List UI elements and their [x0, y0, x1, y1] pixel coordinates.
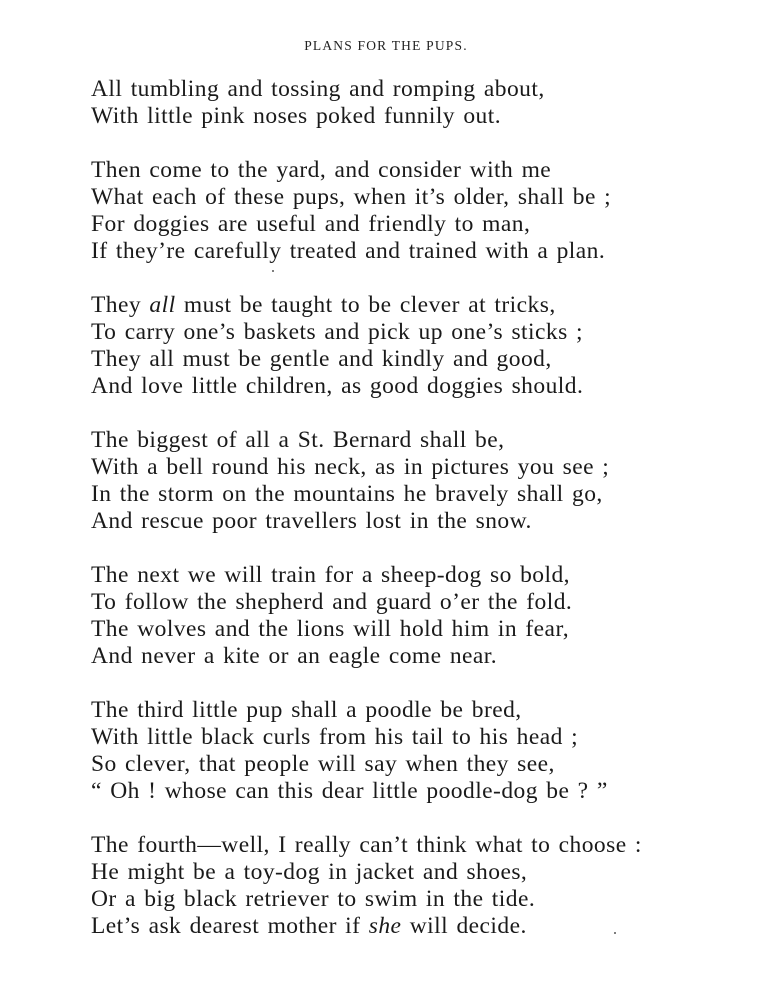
line-text: He might be a toy-dog in jacket and shoes, [91, 859, 528, 885]
line-text: With little black curls from his tail to his head ; [91, 724, 579, 750]
italic-word: all [149, 292, 176, 318]
italic-word: she [368, 913, 402, 939]
poem-line [91, 859, 751, 886]
stanza [91, 832, 751, 940]
stanza [91, 427, 751, 535]
line-text: They all must be gentle and kindly and good, [91, 346, 552, 372]
running-head: PLANS FOR THE PUPS. [304, 38, 468, 53]
line-text: The fourth—well, I really can’t think what to choose : [91, 832, 642, 858]
line-text: And rescue poor travellers lost in the snow. [91, 508, 532, 534]
line-text: With little pink noses poked funnily out. [91, 103, 502, 129]
poem-line [91, 697, 751, 724]
line-text: “ Oh ! whose can this dear little poodle-dog be ? ” [91, 778, 608, 804]
line-text: For doggies are useful and friendly to man, [91, 211, 531, 237]
poem-line [91, 76, 751, 103]
line-text: With a bell round his neck, as in pictures you see ; [91, 454, 610, 480]
line-text: Let’s ask dearest mother if [91, 913, 369, 939]
line-text: will decide. [401, 913, 527, 939]
line-text: The biggest of all a St. Bernard shall be, [91, 427, 505, 453]
line-text: must be taught to be clever at tricks, [175, 292, 556, 318]
poem-line [91, 481, 751, 508]
line-text: To carry one’s baskets and pick up one’s sticks ; [91, 319, 583, 345]
poem-line [91, 157, 751, 184]
poem-line [91, 346, 751, 373]
poem-line [91, 238, 751, 265]
line-text: What each of these pups, when it’s older, shall be ; [91, 184, 612, 210]
stanza [91, 562, 751, 670]
line-text: All tumbling and tossing and romping about, [91, 76, 545, 102]
line-text: The third little pup shall a poodle be bred, [91, 697, 522, 723]
poem-line [91, 454, 751, 481]
line-text: And never a kite or an eagle come near. [91, 643, 498, 669]
line-text: To follow the shepherd and guard o’er the fold. [91, 589, 573, 615]
line-text: In the storm on the mountains he bravely shall go, [91, 481, 603, 507]
poem-line [91, 184, 751, 211]
poem-line [91, 211, 751, 238]
poem-line [91, 319, 751, 346]
poem-line [91, 373, 751, 400]
print-speck [272, 270, 274, 272]
print-speck [614, 932, 616, 934]
line-text: Then come to the yard, and consider with me [91, 157, 552, 183]
poem-body [91, 76, 751, 967]
poem-line [91, 913, 751, 940]
poem-line [91, 589, 751, 616]
stanza [91, 697, 751, 805]
line-text: The wolves and the lions will hold him in fear, [91, 616, 570, 642]
poem-line [91, 427, 751, 454]
poem-line [91, 886, 751, 913]
line-text: If they’re carefully treated and trained with a plan. [91, 238, 606, 264]
poem-line [91, 724, 751, 751]
stanza [91, 76, 751, 130]
poem-line [91, 778, 751, 805]
line-text: They [91, 292, 150, 318]
poem-line [91, 103, 751, 130]
stanza [91, 292, 751, 400]
line-text: The next we will train for a sheep-dog so bold, [91, 562, 571, 588]
poem-line [91, 832, 751, 859]
poem-line [91, 562, 751, 589]
line-text: Or a big black retriever to swim in the tide. [91, 886, 536, 912]
line-text: And love little children, as good doggies should. [91, 373, 584, 399]
stanza [91, 157, 751, 265]
poem-line [91, 751, 751, 778]
poem-line [91, 616, 751, 643]
poem-line [91, 643, 751, 670]
poem-line [91, 508, 751, 535]
poem-line [91, 292, 751, 319]
line-text: So clever, that people will say when they see, [91, 751, 555, 777]
